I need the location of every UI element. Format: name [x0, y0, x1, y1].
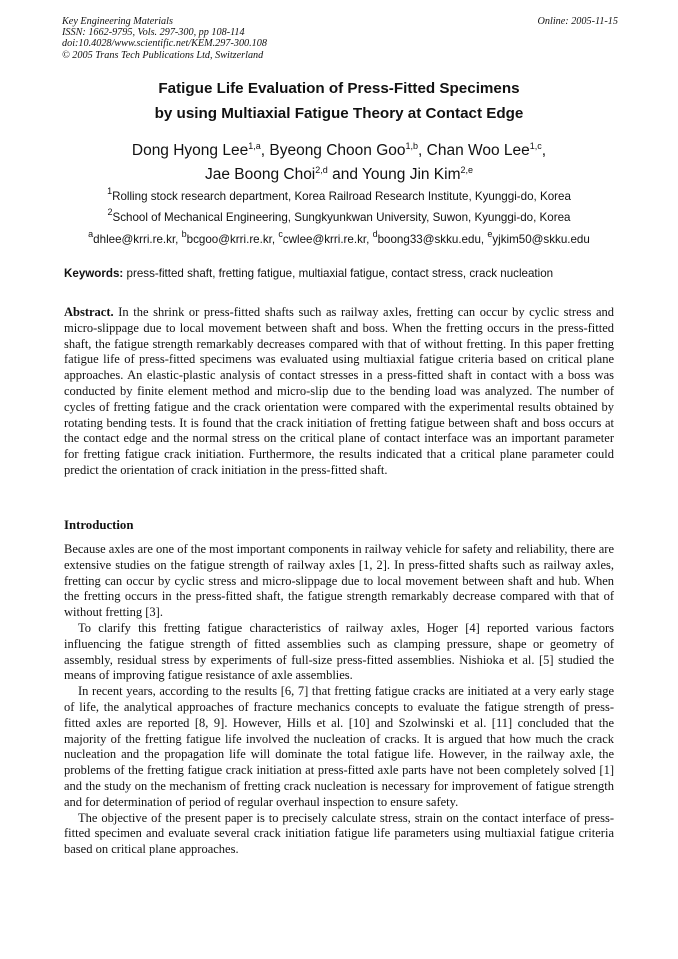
introduction-body: [64, 542, 614, 858]
author-name: Dong Hyong Lee: [131, 142, 249, 159]
author-name: Young Jin Kim: [361, 166, 461, 183]
online-date: Online: 2005-11-15: [537, 16, 618, 27]
paper-title-line-1: Fatigue Life Evaluation of Press-Fitted Specimens: [158, 80, 520, 97]
author-name: Byeong Choon Goo: [269, 142, 406, 159]
email-line: $^a$dhlee@krri.re.kr, $^b$bcgoo@krri.re.kr, $^c$cwlee@krri.re.kr, $^d$boong33@skku.edu, $^e$yjkim50@skku.edu: [88, 229, 590, 246]
intro-paragraph: In recent years, according to the results [6, 7] that fretting fatigue cracks are initiated at a very early stage of life, the analytical approaches of fracture mechanics concepts to evaluate the fatigue strength of press-fitted axles are reported [8, 9]. However, Hills et al. [10] and Szolwinski et al. [11] concluded that the majority of the fretting fatigue life involved the nucleation of cracks. It is argued that how much the crack nucleation and the propagation life will dominate the total fatigue life. However, in the railway axle, the problems of the fretting fatigue crack initiation at press-fitted axle parts have not been completely solved [1] and the study on the mechanism of fretting crack nucleation is necessary for improvement of fatigue strength and for determination of period of regular overhaul inspection to ensure safety.: [64, 684, 614, 809]
email-sup: c: [278, 229, 283, 239]
copyright-line: © 2005 Trans Tech Publications Ltd, Switzerland: [62, 49, 264, 61]
keywords-text: press-fitted shaft, fretting fatigue, multiaxial fatigue, contact stress, crack nucleation: [126, 267, 554, 280]
email-sup: e: [487, 229, 493, 239]
author-sup: 2,e: [460, 165, 474, 175]
author-sup: 1,b: [405, 141, 419, 151]
author-name: Jae Boong Choi: [204, 166, 316, 183]
email-address[interactable]: boong33@skku.edu: [377, 233, 481, 246]
intro-paragraph: The objective of the present paper is to precisely calculate stress, strain on the contact interface of press-fitted specimen and evaluate several crack initiation fatigue life parameters using multiaxial fatigue criteria based on critical plane approaches.: [64, 810, 614, 857]
keywords-label: Keywords:: [64, 267, 124, 280]
issn-line: ISSN: 1662-9795, Vols. 297-300, pp 108-114: [62, 27, 245, 39]
author-sup: 2,d: [315, 165, 328, 175]
email-address[interactable]: yjkim50@skku.edu: [492, 233, 590, 246]
intro-paragraph: To clarify this fretting fatigue characteristics of railway axles, Hoger [4] reported various factors influencing the fatigue strength of fitted assemblies such as clamping pressure, shape or geometry of assembly, residual stress by experiments of full-size press-fitted assemblies. Nishioka et al. [5] studied the means of improving fatigue resistance of axle assemblies.: [64, 620, 614, 683]
email-address[interactable]: cwlee@krri.re.kr: [282, 233, 367, 246]
author-sep: and: [327, 166, 362, 183]
abstract: [64, 305, 614, 479]
affiliation-text: School of Mechanical Engineering, Sungkyunkwan University, Suwon, Kyunggi-do, Korea: [112, 211, 571, 224]
email-address[interactable]: bcgoo@krri.re.kr: [186, 233, 272, 246]
author-sep: ,: [260, 142, 270, 159]
author-sup: 1,c: [529, 141, 542, 151]
affiliation-2: [40, 207, 638, 226]
author-sep: ,: [418, 142, 427, 159]
author-sup: 1,a: [248, 141, 261, 151]
email-address[interactable]: dhlee@krri.re.kr: [93, 233, 176, 246]
author-sep: ,: [541, 142, 547, 159]
authors-line-1: [40, 139, 638, 162]
email-sup: d: [372, 229, 378, 239]
introduction-heading: Introduction: [64, 518, 134, 532]
affiliation-text: Rolling stock research department, Korea Railroad Research Institute, Kyunggi-do, Korea: [112, 190, 571, 203]
email-sup: b: [181, 229, 187, 239]
email-sup: a: [88, 229, 94, 239]
affiliation-1: [40, 186, 638, 205]
abstract-label: Abstract.: [64, 305, 114, 319]
author-name: Chan Woo Lee: [426, 142, 530, 159]
abstract-text: In the shrink or press-fitted shafts such as railway axles, fretting can occur by cyclic stress and micro-slippage due to local movement between shaft and boss. When the fretting occurs in the press-fitted shaft, the fatigue strength remarkably decreases compared with that of without fretting. In this paper fretting fatigue life of press-fitted specimens was evaluated using multiaxial fatigue criteria based on critical plane approaches. An elastic-plastic analysis of contact stresses in a press-fitted shaft in contact with a boss was conducted by finite element method and micro-slip due to the bending load was analyzed. The number of cycles of fretting fatigue and the crack orientation were compared with the experimental results obtained by rotating bending tests. It is found that the crack initiation of fretting fatigue between shaft and boss occurs at the contact edge and the normal stress on the critical plane of contact interface was an important parameter for fretting fatigue crack initiation. Furthermore, the results indicated that a critical plane parameter could predict the orientation of crack initiation in the press-fitted shaft.: [64, 305, 615, 477]
affiliation-sup: 2: [107, 207, 113, 217]
intro-paragraph: Because axles are one of the most important components in railway vehicle for safety and reliability, there are extensive studies on the fatigue strength of railway axles [1, 2]. In press-fitted shafts such as railway axles, fretting can occur by cyclic stress and micro-slippage due to local movement between shaft and hub. When the fretting occurs in the press-fitted shaft, the fatigue strength remarkably decrease compared with that of without fretting [3].: [64, 542, 614, 620]
keywords: [64, 266, 624, 282]
authors-line-2: [40, 163, 638, 186]
paper-title-line-2: by using Multiaxial Fatigue Theory at Contact Edge: [154, 105, 524, 122]
journal-header: [62, 16, 618, 61]
doi-line: doi:10.4028/www.scientific.net/KEM.297-300.108: [62, 38, 267, 50]
affiliation-sup: 1: [107, 186, 113, 196]
journal-name: Key Engineering Materials: [62, 16, 173, 27]
